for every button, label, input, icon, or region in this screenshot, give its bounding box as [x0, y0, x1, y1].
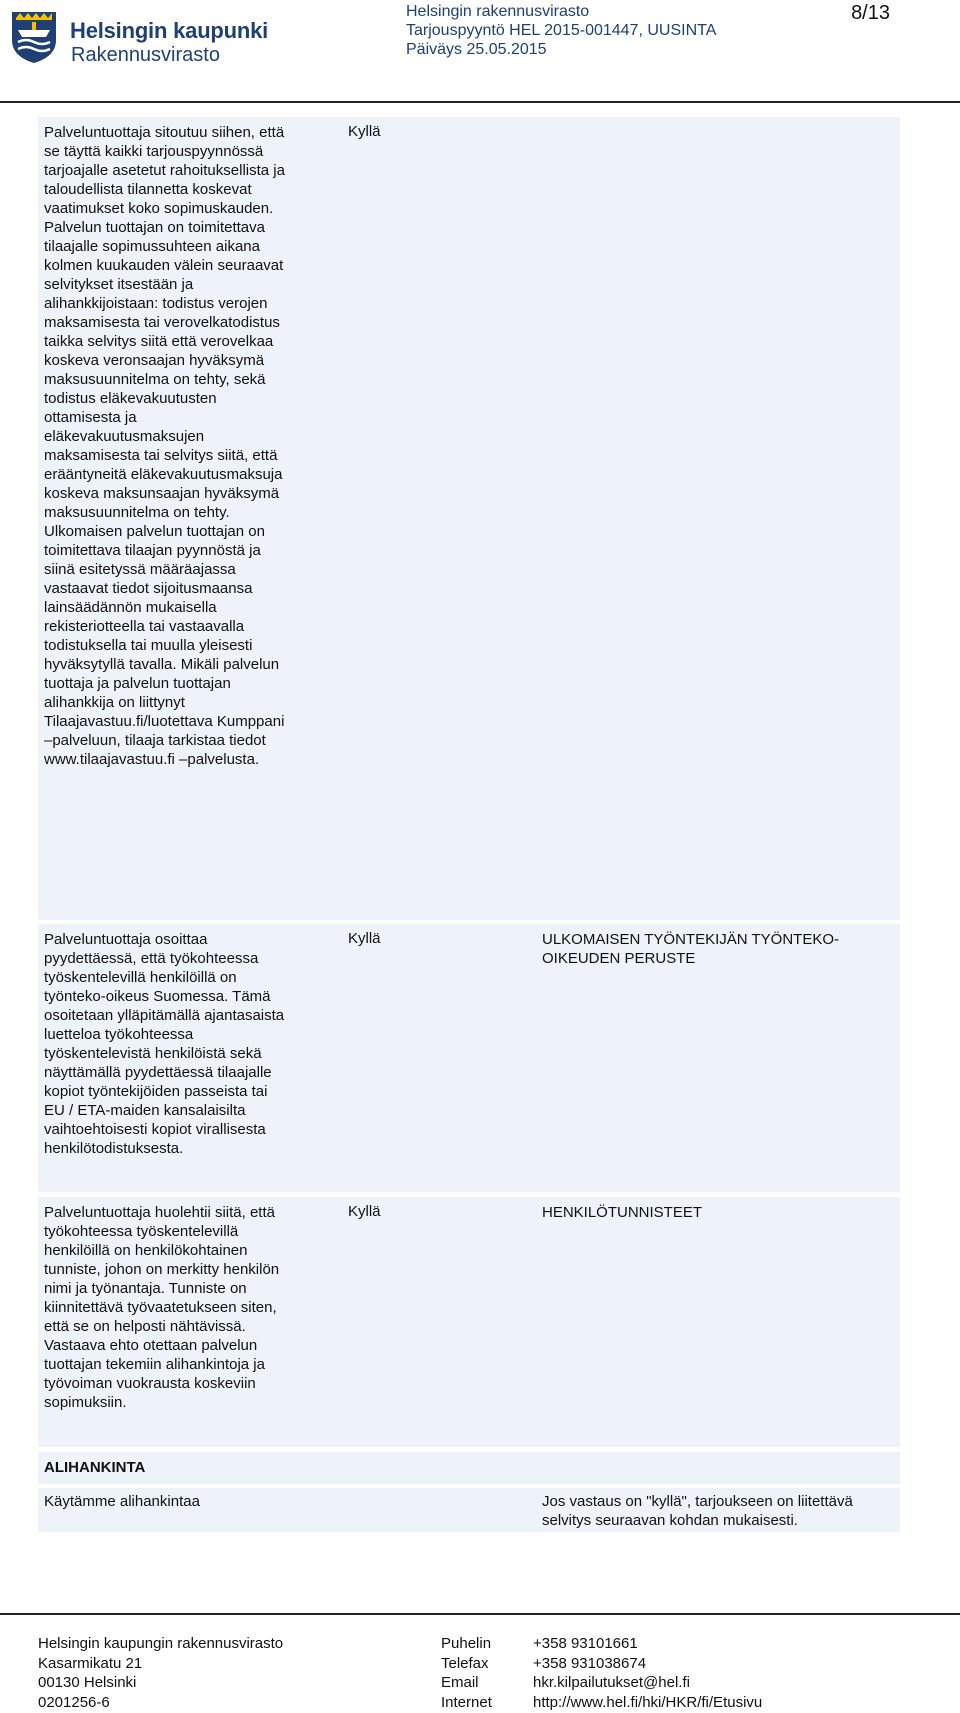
requirement-answer: Kyllä	[348, 123, 381, 140]
footer-fax: +358 931038674	[533, 1654, 647, 1672]
page-number: 8/13	[851, 2, 890, 24]
helsinki-crest-icon	[10, 10, 58, 64]
footer-email-label: Email	[441, 1674, 479, 1691]
footer-street: Kasarmikatu 21	[38, 1654, 143, 1672]
requirement-text: Käytämme alihankintaa	[44, 1493, 200, 1510]
footer-contact-labels	[441, 1634, 492, 1712]
header-org: Helsingin rakennusvirasto	[406, 3, 590, 20]
footer-divider	[0, 1613, 960, 1615]
footer-website-link[interactable]: http://www.hel.fi/hki/HKR/fi/Etusivu	[533, 1693, 763, 1711]
footer-email-link[interactable]: hkr.kilpailutukset@hel.fi	[533, 1674, 690, 1691]
city-logo	[8, 8, 269, 66]
logo-department: Rakennusvirasto	[71, 44, 220, 66]
requirement-note: HENKILÖTUNNISTEET	[542, 1204, 703, 1221]
header-divider	[0, 101, 960, 103]
requirement-text: Palveluntuottaja huolehtii siitä, että työkohteessa työskentelevillä henkilöillä on henkilökohtainen tunniste, johon on merkitty henkilön nimi ja työnantaja. Tunniste on kiinnitettävä työvaatetukseen siten, että se on helposti nähtävissä. Vastaava ehto otettaan palvelun tuottajan tekemiin alihankintoja ja työvoiman vuokrausta koskeviin sopimuksiin.	[44, 1204, 280, 1411]
logo-city-name: Helsingin kaupunki	[70, 18, 269, 43]
footer-fax-label: Telefax	[441, 1654, 489, 1672]
page-header	[0, 0, 960, 102]
requirement-text: Palveluntuottaja osoittaa pyydettäessä, että työkohteessa työskentelevillä henkilöillä on työnteko-oikeus Suomessa. Tämä osoitetaan ylläpitämällä ajantasaista luetteloa työkohteessa työskentelevistä henkilöistä sekä näyttämällä pyydettäessä tilaajalle kopiot työntekijöiden passeista tai EU / ETA-maiden kansalaisilta vaihtoehtoisesti kopiot virallisesta henkilötodistuksesta.	[44, 931, 285, 1157]
section-heading-row	[38, 1452, 900, 1484]
requirement-answer: Kyllä	[348, 930, 381, 947]
footer-phone: +358 93101661	[533, 1635, 638, 1652]
requirement-text: Palveluntuottaja sitoutuu siihen, että se täyttä kaikki tarjouspyynnössä tarjoajalle asetetut rahoituksellista ja taloudellista tilannetta koskevat vaatimukset koko sopimuskauden. Palvelun tuottajan on toimitettava tilaajalle sopimussuhteen aikana kolmen kuukauden välein seuraavat selvitykset itsestään ja alihankkijoistaan: todistus verojen maksamisesta tai verovelkatodistus taikka selvitys siitä että verovelkaa koskeva veronsaajan hyväksymä maksusuunnitelma on tehty, sekä todistus eläkevakuutusten ottamisesta ja eläkevakuutusmaksujen maksamisesta tai selvitys siitä, että erääntyneitä eläkevakuutusmaksuja koskeva maksunsaajan hyväksymä maksusuunnitelma on tehty. Ulkomaisen palvelun tuottajan on toimitettava tilaajan pyynnöstä ja siinä esitetyssä määräajassa vastaavat tiedot sijoitusmaansa lainsäädännön mukaisella rekisteriotteella tai vastaavalla todistuksella tai muulla yleisesti hyväksytyllä tavalla. Mikäli palvelun tuottaja ja palvelun tuottajan alihankkija on liittynyt Tilaajavastuu.fi/luotettava Kumppani –palveluun, tilaaja tarkistaa tiedot www.tilaajavastuu.fi –palvelusta.	[44, 124, 285, 768]
header-tender-id: Tarjouspyyntö HEL 2015-001447, UUSINTA	[406, 22, 717, 39]
footer-address	[38, 1634, 283, 1712]
header-date: Päiväys 25.05.2015	[406, 41, 547, 58]
footer-internet-label: Internet	[441, 1693, 492, 1711]
table-row	[38, 924, 900, 1192]
requirement-note: ULKOMAISEN TYÖNTEKIJÄN TYÖNTEKO-OIKEUDEN PERUSTE	[542, 931, 839, 967]
footer-city: 00130 Helsinki	[38, 1674, 137, 1691]
footer-org: Helsingin kaupungin rakennusvirasto	[38, 1635, 284, 1652]
table-row	[38, 1197, 900, 1447]
footer-contact-values	[533, 1634, 762, 1712]
footer-phone-label: Puhelin	[441, 1635, 492, 1652]
header-info	[406, 2, 716, 59]
section-heading: ALIHANKINTA	[44, 1459, 146, 1476]
footer-business-id: 0201256-6	[38, 1693, 110, 1711]
table-row	[38, 117, 900, 920]
requirement-answer: Kyllä	[348, 1203, 381, 1220]
table-row	[38, 1488, 900, 1532]
requirement-note: Jos vastaus on "kyllä", tarjoukseen on liitettävä selvitys seuraavan kohdan mukaisesti.	[542, 1493, 853, 1529]
